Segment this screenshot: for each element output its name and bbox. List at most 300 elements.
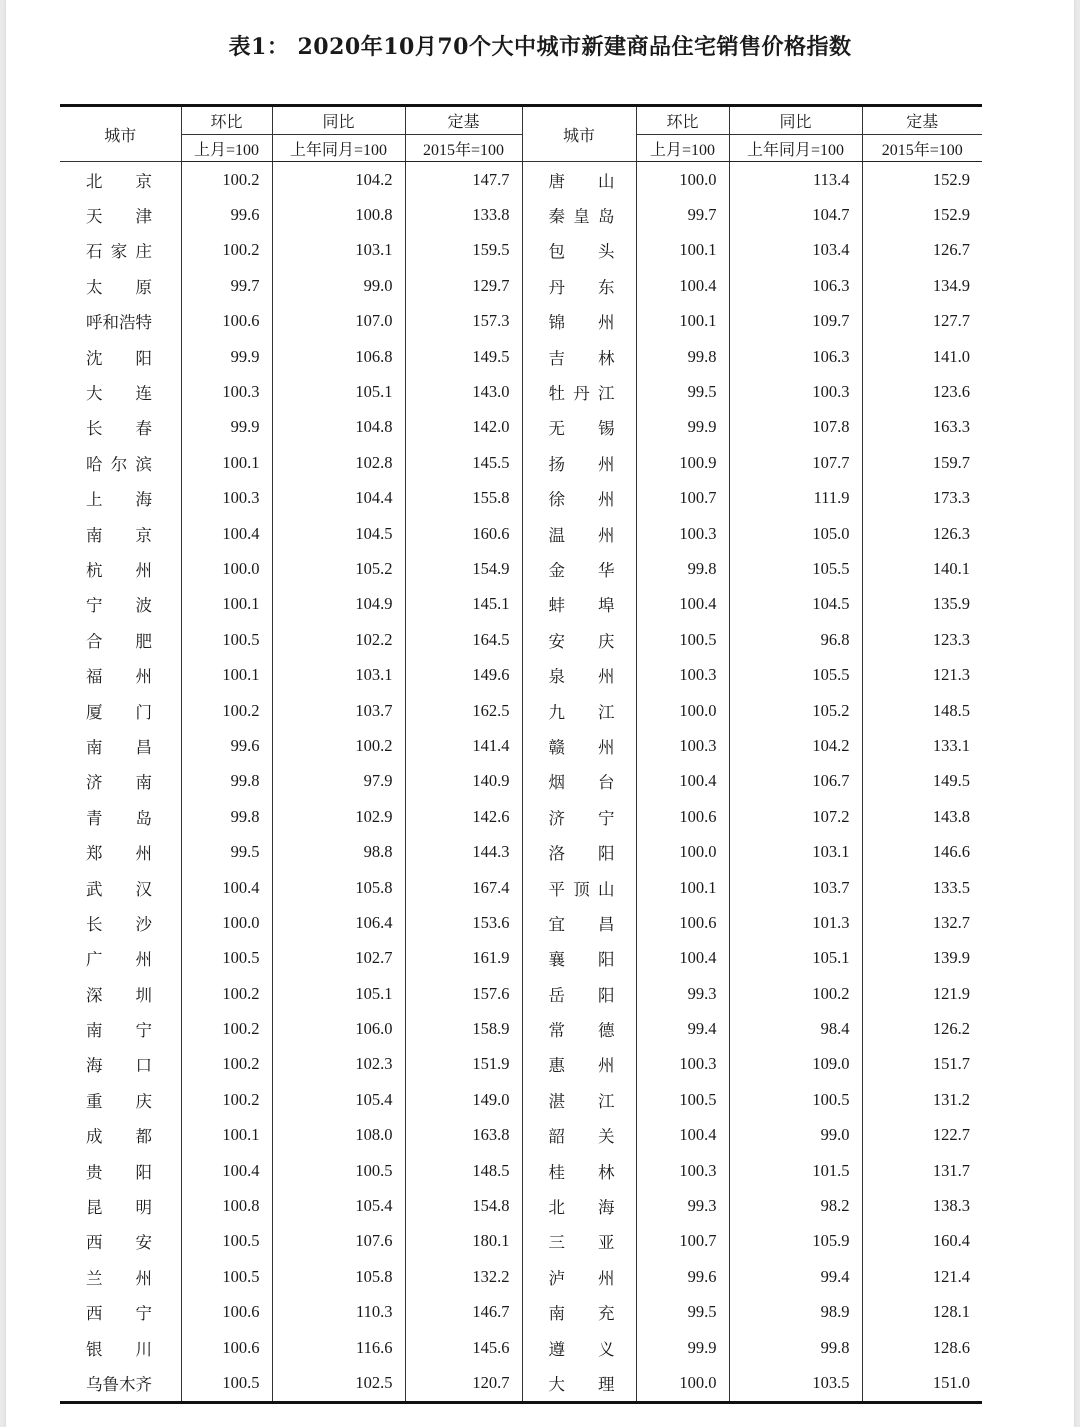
yoy-value-cell: 100.3 xyxy=(729,374,862,409)
city-name: 海 口 xyxy=(86,1056,152,1076)
fixed-base-value-cell: 147.7 xyxy=(405,162,522,198)
mom-value-cell: 99.8 xyxy=(636,339,729,374)
city-name: 济 宁 xyxy=(548,808,615,828)
header-fixed-base-left: 2015年=100 xyxy=(405,135,522,162)
mom-value-cell: 100.4 xyxy=(636,587,729,622)
mom-value-cell: 100.2 xyxy=(181,233,272,268)
mom-value-cell: 99.7 xyxy=(181,268,272,303)
yoy-value-cell: 103.1 xyxy=(272,233,405,268)
mom-value-cell: 100.6 xyxy=(636,905,729,940)
mom-value-cell: 99.3 xyxy=(636,976,729,1011)
table-row xyxy=(60,764,982,799)
mom-value-cell: 99.8 xyxy=(636,551,729,586)
fixed-base-value-cell: 152.9 xyxy=(862,162,982,198)
yoy-value-cell: 104.2 xyxy=(729,728,862,763)
city-name: 惠 州 xyxy=(548,1056,615,1076)
city-name: 锦 州 xyxy=(548,313,615,333)
city-name: 岳 阳 xyxy=(548,985,615,1005)
mom-value-cell: 100.5 xyxy=(636,622,729,657)
city-name-cell xyxy=(522,1224,636,1259)
table-row xyxy=(60,1365,982,1402)
city-name-cell xyxy=(522,799,636,834)
mom-value-cell: 99.5 xyxy=(181,834,272,869)
mom-value-cell: 99.8 xyxy=(181,764,272,799)
mom-value-cell: 100.4 xyxy=(181,870,272,905)
city-name-cell xyxy=(522,657,636,692)
fixed-base-value-cell: 149.5 xyxy=(862,764,982,799)
yoy-value-cell: 106.0 xyxy=(272,1011,405,1046)
header-yoy-left: 同比 xyxy=(272,106,405,135)
city-name: 西 宁 xyxy=(86,1304,152,1324)
city-name-cell xyxy=(60,657,181,692)
city-name-cell xyxy=(60,1188,181,1223)
mom-value-cell: 100.0 xyxy=(636,162,729,198)
city-name-cell xyxy=(522,304,636,339)
city-name: 呼和浩特 xyxy=(86,313,152,333)
fixed-base-value-cell: 133.8 xyxy=(405,197,522,232)
city-name-cell xyxy=(522,1365,636,1402)
mom-value-cell: 99.5 xyxy=(636,1295,729,1330)
city-name: 秦皇岛 xyxy=(548,207,615,227)
table-row xyxy=(60,339,982,374)
city-name-cell xyxy=(60,622,181,657)
city-name: 福 州 xyxy=(86,667,152,687)
city-name: 洛 阳 xyxy=(548,844,615,864)
city-name: 湛 江 xyxy=(548,1091,615,1111)
yoy-value-cell: 98.8 xyxy=(272,834,405,869)
yoy-value-cell: 104.8 xyxy=(272,410,405,445)
yoy-value-cell: 103.1 xyxy=(272,657,405,692)
table-row xyxy=(60,410,982,445)
mom-value-cell: 100.3 xyxy=(181,374,272,409)
yoy-value-cell: 110.3 xyxy=(272,1295,405,1330)
city-name-cell xyxy=(60,374,181,409)
yoy-value-cell: 105.2 xyxy=(729,693,862,728)
fixed-base-value-cell: 121.9 xyxy=(862,976,982,1011)
yoy-value-cell: 101.5 xyxy=(729,1153,862,1188)
header-row-primary xyxy=(60,106,982,135)
city-name-cell xyxy=(522,1118,636,1153)
city-name: 常 德 xyxy=(548,1021,615,1041)
city-name: 天 津 xyxy=(86,207,152,227)
city-name: 大 连 xyxy=(86,384,152,404)
table-row xyxy=(60,1330,982,1365)
city-name: 贵 阳 xyxy=(86,1162,152,1182)
mom-value-cell: 100.2 xyxy=(181,1047,272,1082)
city-name-cell xyxy=(522,268,636,303)
fixed-base-value-cell: 160.4 xyxy=(862,1224,982,1259)
city-name: 无 锡 xyxy=(548,419,615,439)
yoy-value-cell: 102.9 xyxy=(272,799,405,834)
mom-value-cell: 100.7 xyxy=(636,1224,729,1259)
mom-value-cell: 100.5 xyxy=(181,1224,272,1259)
city-name: 南 京 xyxy=(86,525,152,545)
city-name: 安 庆 xyxy=(548,631,615,651)
city-name-cell xyxy=(60,764,181,799)
city-name: 温 州 xyxy=(548,525,615,545)
header-fixed-right: 定基 xyxy=(862,106,982,135)
mom-value-cell: 100.5 xyxy=(181,622,272,657)
city-name-cell xyxy=(522,374,636,409)
header-fixed-left: 定基 xyxy=(405,106,522,135)
yoy-value-cell: 103.5 xyxy=(729,1365,862,1402)
yoy-value-cell: 100.2 xyxy=(272,728,405,763)
mom-value-cell: 100.3 xyxy=(181,481,272,516)
city-name-cell xyxy=(60,1082,181,1117)
yoy-value-cell: 99.0 xyxy=(729,1118,862,1153)
table-row xyxy=(60,587,982,622)
yoy-value-cell: 99.8 xyxy=(729,1330,862,1365)
yoy-value-cell: 100.5 xyxy=(729,1082,862,1117)
yoy-value-cell: 104.4 xyxy=(272,481,405,516)
mom-value-cell: 99.6 xyxy=(636,1259,729,1294)
table-row xyxy=(60,693,982,728)
mom-value-cell: 99.9 xyxy=(636,410,729,445)
fixed-base-value-cell: 132.7 xyxy=(862,905,982,940)
city-name: 赣 州 xyxy=(548,737,615,757)
fixed-base-value-cell: 138.3 xyxy=(862,1188,982,1223)
city-name: 南 昌 xyxy=(86,737,152,757)
fixed-base-value-cell: 155.8 xyxy=(405,481,522,516)
mom-value-cell: 100.3 xyxy=(636,657,729,692)
table-row xyxy=(60,1295,982,1330)
yoy-value-cell: 105.0 xyxy=(729,516,862,551)
city-name: 宜 昌 xyxy=(548,914,615,934)
fixed-base-value-cell: 153.6 xyxy=(405,905,522,940)
yoy-value-cell: 102.2 xyxy=(272,622,405,657)
fixed-base-value-cell: 122.7 xyxy=(862,1118,982,1153)
mom-value-cell: 100.1 xyxy=(181,657,272,692)
city-name: 西 安 xyxy=(86,1233,152,1253)
mom-value-cell: 100.0 xyxy=(636,834,729,869)
fixed-base-value-cell: 151.0 xyxy=(862,1365,982,1402)
yoy-value-cell: 105.1 xyxy=(272,976,405,1011)
table-row xyxy=(60,1011,982,1046)
city-name-cell xyxy=(60,268,181,303)
table-row xyxy=(60,1259,982,1294)
city-name-cell xyxy=(522,693,636,728)
mom-value-cell: 99.9 xyxy=(181,339,272,374)
mom-value-cell: 99.8 xyxy=(181,799,272,834)
yoy-value-cell: 102.3 xyxy=(272,1047,405,1082)
fixed-base-value-cell: 164.5 xyxy=(405,622,522,657)
yoy-value-cell: 107.7 xyxy=(729,445,862,480)
fixed-base-value-cell: 126.3 xyxy=(862,516,982,551)
city-name-cell xyxy=(60,516,181,551)
yoy-value-cell: 98.4 xyxy=(729,1011,862,1046)
table-row xyxy=(60,551,982,586)
table-row xyxy=(60,516,982,551)
city-name: 九 江 xyxy=(548,702,615,722)
yoy-value-cell: 100.2 xyxy=(729,976,862,1011)
yoy-value-cell: 105.5 xyxy=(729,657,862,692)
fixed-base-value-cell: 163.3 xyxy=(862,410,982,445)
city-name-cell xyxy=(522,764,636,799)
fixed-base-value-cell: 142.6 xyxy=(405,799,522,834)
yoy-value-cell: 100.5 xyxy=(272,1153,405,1188)
city-name: 泉 州 xyxy=(548,667,615,687)
fixed-base-value-cell: 157.3 xyxy=(405,304,522,339)
city-name-cell xyxy=(60,304,181,339)
yoy-value-cell: 107.6 xyxy=(272,1224,405,1259)
city-name-cell xyxy=(522,1188,636,1223)
city-name-cell xyxy=(60,1047,181,1082)
mom-value-cell: 99.9 xyxy=(636,1330,729,1365)
header-fixed-base-right: 2015年=100 xyxy=(862,135,982,162)
city-name: 乌鲁木齐 xyxy=(86,1374,152,1394)
fixed-base-value-cell: 135.9 xyxy=(862,587,982,622)
city-name-cell xyxy=(522,197,636,232)
city-name: 蚌 埠 xyxy=(548,596,615,616)
city-name: 遵 义 xyxy=(548,1339,615,1359)
header-yoy-right: 同比 xyxy=(729,106,862,135)
fixed-base-value-cell: 121.3 xyxy=(862,657,982,692)
mom-value-cell: 99.6 xyxy=(181,728,272,763)
table-body xyxy=(60,162,982,1403)
table-row xyxy=(60,657,982,692)
city-name: 合 肥 xyxy=(86,631,152,651)
fixed-base-value-cell: 162.5 xyxy=(405,693,522,728)
city-name-cell xyxy=(60,693,181,728)
city-name: 北 京 xyxy=(86,171,152,191)
mom-value-cell: 100.6 xyxy=(181,304,272,339)
city-name-cell xyxy=(60,834,181,869)
city-name-cell xyxy=(60,481,181,516)
yoy-value-cell: 105.5 xyxy=(729,551,862,586)
city-name: 平顶山 xyxy=(548,879,615,899)
fixed-base-value-cell: 157.6 xyxy=(405,976,522,1011)
table-row xyxy=(60,728,982,763)
fixed-base-value-cell: 143.0 xyxy=(405,374,522,409)
table-row xyxy=(60,941,982,976)
fixed-base-value-cell: 133.5 xyxy=(862,870,982,905)
mom-value-cell: 100.4 xyxy=(181,1153,272,1188)
fixed-base-value-cell: 161.9 xyxy=(405,941,522,976)
city-name: 泸 州 xyxy=(548,1268,615,1288)
fixed-base-value-cell: 126.2 xyxy=(862,1011,982,1046)
yoy-value-cell: 105.8 xyxy=(272,870,405,905)
city-name-cell xyxy=(60,197,181,232)
table-row xyxy=(60,1082,982,1117)
mom-value-cell: 100.1 xyxy=(181,587,272,622)
header-city-right: 城市 xyxy=(522,106,636,162)
mom-value-cell: 100.2 xyxy=(181,1082,272,1117)
yoy-value-cell: 104.5 xyxy=(729,587,862,622)
city-name-cell xyxy=(522,587,636,622)
yoy-value-cell: 111.9 xyxy=(729,481,862,516)
mom-value-cell: 100.5 xyxy=(636,1082,729,1117)
city-name-cell xyxy=(60,941,181,976)
fixed-base-value-cell: 148.5 xyxy=(405,1153,522,1188)
yoy-value-cell: 103.7 xyxy=(272,693,405,728)
city-name-cell xyxy=(522,622,636,657)
mom-value-cell: 100.3 xyxy=(636,728,729,763)
table-row xyxy=(60,976,982,1011)
table-row xyxy=(60,1118,982,1153)
city-name: 唐 山 xyxy=(548,171,615,191)
fixed-base-value-cell: 173.3 xyxy=(862,481,982,516)
city-name: 扬 州 xyxy=(548,454,615,474)
fixed-base-value-cell: 146.6 xyxy=(862,834,982,869)
mom-value-cell: 99.3 xyxy=(636,1188,729,1223)
city-name: 昆 明 xyxy=(86,1198,152,1218)
yoy-value-cell: 99.4 xyxy=(729,1259,862,1294)
city-name-cell xyxy=(60,870,181,905)
city-name-cell xyxy=(522,516,636,551)
fixed-base-value-cell: 128.6 xyxy=(862,1330,982,1365)
fixed-base-value-cell: 159.5 xyxy=(405,233,522,268)
table-row xyxy=(60,268,982,303)
yoy-value-cell: 107.0 xyxy=(272,304,405,339)
table-row xyxy=(60,1224,982,1259)
fixed-base-value-cell: 142.0 xyxy=(405,410,522,445)
city-name-cell xyxy=(522,1295,636,1330)
city-name: 徐 州 xyxy=(548,490,615,510)
mom-value-cell: 100.1 xyxy=(181,1118,272,1153)
city-name-cell xyxy=(60,445,181,480)
header-city-left: 城市 xyxy=(60,106,181,162)
city-name-cell xyxy=(60,728,181,763)
city-name: 北 海 xyxy=(548,1198,615,1218)
city-name: 太 原 xyxy=(86,277,152,297)
city-name-cell xyxy=(522,162,636,198)
mom-value-cell: 100.0 xyxy=(636,1365,729,1402)
city-name: 沈 阳 xyxy=(86,348,152,368)
table-row xyxy=(60,233,982,268)
city-name-cell xyxy=(522,870,636,905)
fixed-base-value-cell: 123.3 xyxy=(862,622,982,657)
fixed-base-value-cell: 167.4 xyxy=(405,870,522,905)
yoy-value-cell: 109.0 xyxy=(729,1047,862,1082)
yoy-value-cell: 105.4 xyxy=(272,1188,405,1223)
table-row xyxy=(60,374,982,409)
fixed-base-value-cell: 148.5 xyxy=(862,693,982,728)
fixed-base-value-cell: 149.5 xyxy=(405,339,522,374)
city-name: 烟 台 xyxy=(548,773,615,793)
city-name: 杭 州 xyxy=(86,560,152,580)
table-row xyxy=(60,197,982,232)
city-name: 丹 东 xyxy=(548,277,615,297)
city-name-cell xyxy=(60,1011,181,1046)
city-name-cell xyxy=(522,728,636,763)
city-name: 兰 州 xyxy=(86,1268,152,1288)
city-name-cell xyxy=(522,1011,636,1046)
fixed-base-value-cell: 140.1 xyxy=(862,551,982,586)
fixed-base-value-cell: 141.0 xyxy=(862,339,982,374)
city-name-cell xyxy=(60,410,181,445)
mom-value-cell: 100.2 xyxy=(181,976,272,1011)
city-name-cell xyxy=(522,1153,636,1188)
yoy-value-cell: 100.8 xyxy=(272,197,405,232)
mom-value-cell: 99.6 xyxy=(181,197,272,232)
header-mom-base-right: 上月=100 xyxy=(636,135,729,162)
table-row xyxy=(60,799,982,834)
yoy-value-cell: 104.5 xyxy=(272,516,405,551)
mom-value-cell: 100.5 xyxy=(181,941,272,976)
mom-value-cell: 100.4 xyxy=(636,268,729,303)
city-name-cell xyxy=(60,1295,181,1330)
city-name-cell xyxy=(522,1082,636,1117)
yoy-value-cell: 105.1 xyxy=(272,374,405,409)
table-row xyxy=(60,162,982,198)
city-name: 大 理 xyxy=(548,1374,615,1394)
mom-value-cell: 100.0 xyxy=(636,693,729,728)
table-title: 表1： 2020年10月70个大中城市新建商品住宅销售价格指数 xyxy=(228,34,852,60)
mom-value-cell: 100.3 xyxy=(636,1153,729,1188)
city-name: 襄 阳 xyxy=(548,950,615,970)
yoy-value-cell: 106.8 xyxy=(272,339,405,374)
yoy-value-cell: 105.9 xyxy=(729,1224,862,1259)
fixed-base-value-cell: 127.7 xyxy=(862,304,982,339)
city-name: 济 南 xyxy=(86,773,152,793)
mom-value-cell: 100.4 xyxy=(636,764,729,799)
fixed-base-value-cell: 121.4 xyxy=(862,1259,982,1294)
fixed-base-value-cell: 158.9 xyxy=(405,1011,522,1046)
fixed-base-value-cell: 146.7 xyxy=(405,1295,522,1330)
mom-value-cell: 100.0 xyxy=(181,551,272,586)
yoy-value-cell: 106.3 xyxy=(729,268,862,303)
city-name: 桂 林 xyxy=(548,1162,615,1182)
header-yoy-base-left: 上年同月=100 xyxy=(272,135,405,162)
fixed-base-value-cell: 134.9 xyxy=(862,268,982,303)
yoy-value-cell: 106.4 xyxy=(272,905,405,940)
mom-value-cell: 100.1 xyxy=(181,445,272,480)
city-name-cell xyxy=(522,233,636,268)
city-name: 长 春 xyxy=(86,419,152,439)
fixed-base-value-cell: 140.9 xyxy=(405,764,522,799)
fixed-base-value-cell: 143.8 xyxy=(862,799,982,834)
document-page xyxy=(6,0,1074,1427)
mom-value-cell: 100.6 xyxy=(181,1330,272,1365)
fixed-base-value-cell: 132.2 xyxy=(405,1259,522,1294)
city-name-cell xyxy=(522,834,636,869)
fixed-base-value-cell: 128.1 xyxy=(862,1295,982,1330)
city-name: 广 州 xyxy=(86,950,152,970)
yoy-value-cell: 105.1 xyxy=(729,941,862,976)
fixed-base-value-cell: 160.6 xyxy=(405,516,522,551)
fixed-base-value-cell: 131.7 xyxy=(862,1153,982,1188)
yoy-value-cell: 104.7 xyxy=(729,197,862,232)
mom-value-cell: 100.2 xyxy=(181,162,272,198)
yoy-value-cell: 98.9 xyxy=(729,1295,862,1330)
city-name-cell xyxy=(60,976,181,1011)
city-name: 南 宁 xyxy=(86,1021,152,1041)
yoy-value-cell: 107.8 xyxy=(729,410,862,445)
yoy-value-cell: 108.0 xyxy=(272,1118,405,1153)
mom-value-cell: 100.1 xyxy=(636,870,729,905)
fixed-base-value-cell: 159.7 xyxy=(862,445,982,480)
mom-value-cell: 100.8 xyxy=(181,1188,272,1223)
yoy-value-cell: 107.2 xyxy=(729,799,862,834)
city-name-cell xyxy=(60,587,181,622)
city-name-cell xyxy=(60,1330,181,1365)
yoy-value-cell: 102.5 xyxy=(272,1365,405,1402)
table-row xyxy=(60,481,982,516)
yoy-value-cell: 105.4 xyxy=(272,1082,405,1117)
city-name: 厦 门 xyxy=(86,702,152,722)
fixed-base-value-cell: 149.6 xyxy=(405,657,522,692)
fixed-base-value-cell: 126.7 xyxy=(862,233,982,268)
yoy-value-cell: 104.2 xyxy=(272,162,405,198)
city-name-cell xyxy=(522,941,636,976)
yoy-value-cell: 98.2 xyxy=(729,1188,862,1223)
city-name-cell xyxy=(60,799,181,834)
fixed-base-value-cell: 151.9 xyxy=(405,1047,522,1082)
mom-value-cell: 100.0 xyxy=(181,905,272,940)
yoy-value-cell: 102.8 xyxy=(272,445,405,480)
city-name-cell xyxy=(60,233,181,268)
city-name-cell xyxy=(60,1224,181,1259)
